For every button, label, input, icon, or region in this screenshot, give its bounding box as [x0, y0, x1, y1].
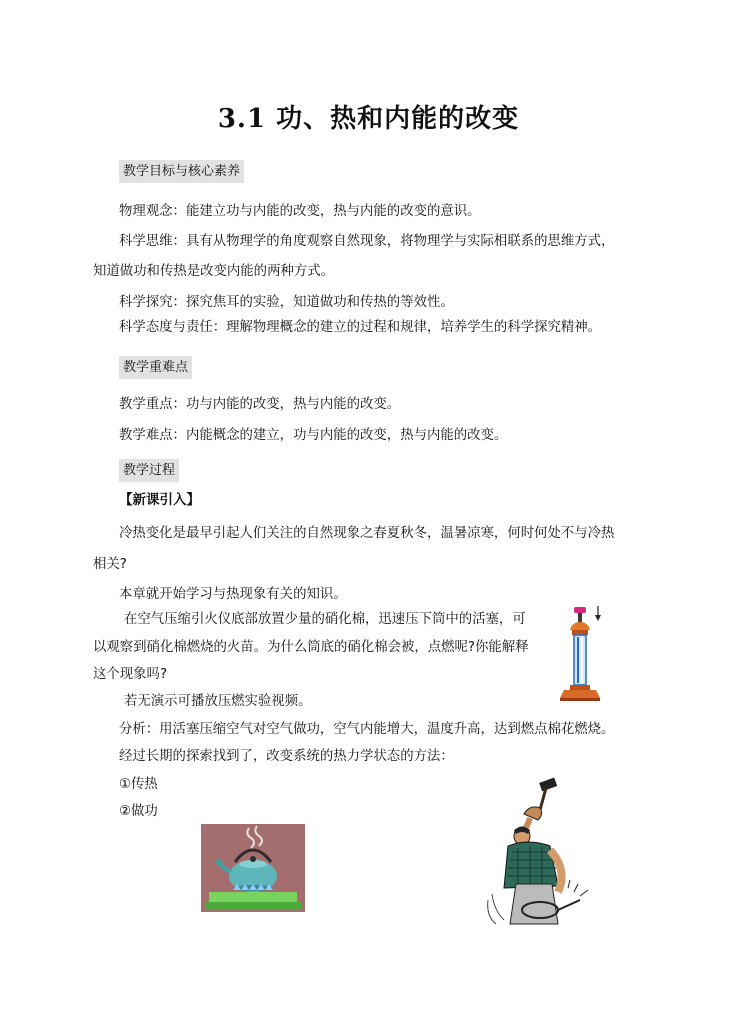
method-doing-work: ②做功: [119, 804, 158, 819]
experiment-line2: 以观察到硝化棉燃烧的火苗。为什么筒底的硝化棉会被，点燃呢?你能解释: [93, 640, 529, 655]
analysis: 分析：用活塞压缩空气对空气做功，空气内能增大，温度升高，达到燃点棉花燃烧。: [119, 722, 615, 737]
methods-intro: 经过长期的探索找到了，改变系统的热力学状态的方法：: [119, 749, 454, 764]
intro-heading: 【新课引入】: [119, 492, 200, 508]
kettle-on-stove-figure: [201, 824, 305, 912]
experiment-line1: 在空气压缩引火仪底部放置少量的硝化棉，迅速压下筒中的活塞，可: [124, 612, 526, 627]
key-difficulty: 教学难点：内能概念的建立，功与内能的改变，热与内能的改变。: [119, 428, 508, 443]
experiment-line3: 这个现象吗?: [93, 667, 168, 682]
section-heading-process: 教学过程: [119, 459, 179, 482]
method-heat-transfer: ①传热: [119, 777, 158, 792]
blacksmith-hammering-figure: [484, 774, 598, 932]
intro-paragraph-line2: 相关?: [93, 557, 127, 572]
chapter-intro: 本章就开始学习与热现象有关的知识。: [119, 587, 347, 602]
goal-scientific-thinking-line1: 科学思维：具有从物理学的角度观察自然现象，将物理学与实际相联系的思维方式，: [119, 234, 615, 249]
page-title: 3.1 功、热和内能的改变: [217, 104, 520, 134]
goal-physics-concept: 物理观念：能建立功与内能的改变，热与内能的改变的意识。: [119, 204, 481, 219]
goal-scientific-attitude: 科学态度与责任：理解物理概念的建立的过程和规律，培养学生的科学探究精神。: [119, 320, 602, 335]
goal-scientific-thinking-line2: 知道做功和传热是改变内能的两种方式。: [93, 264, 335, 279]
intro-paragraph-line1: 冷热变化是最早引起人们关注的自然现象之春夏秋冬，温暑凉寒，何时何处不与冷热: [119, 526, 615, 541]
section-heading-goals: 教学目标与核心素养: [119, 160, 244, 183]
video-note: 若无演示可播放压燃实验视频。: [124, 694, 312, 709]
compression-igniter-figure: [558, 604, 610, 704]
key-focus: 教学重点：功与内能的改变，热与内能的改变。: [119, 397, 401, 412]
section-heading-key-points: 教学重难点: [119, 356, 192, 379]
goal-scientific-inquiry: 科学探究：探究焦耳的实验，知道做功和传热的等效性。: [119, 295, 454, 310]
